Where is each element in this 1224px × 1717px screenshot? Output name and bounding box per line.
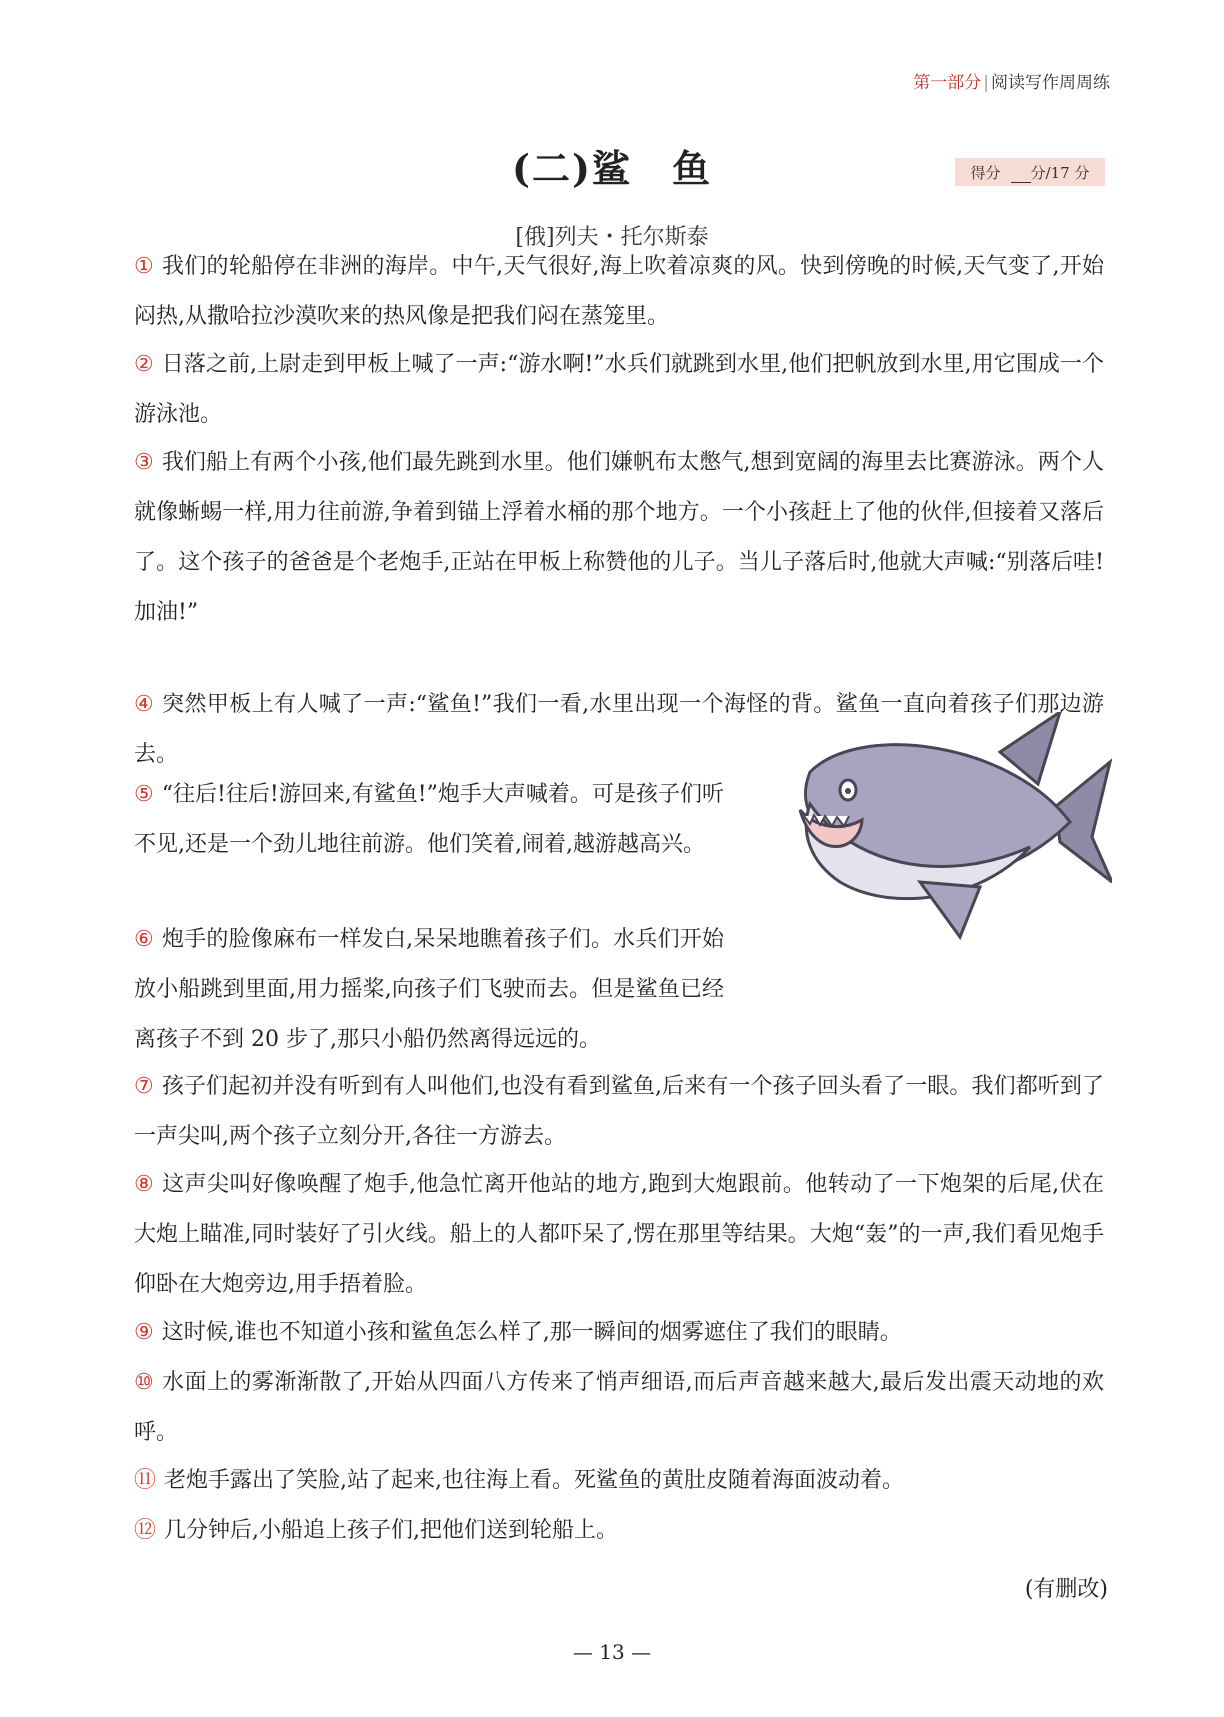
score-value (1011, 162, 1090, 183)
paragraph-10 (134, 1358, 1104, 1458)
paragraph-6 (134, 915, 724, 1065)
paragraph-5 (134, 770, 724, 870)
revision-note: (有删改) (1024, 1577, 1108, 1602)
article-title: (二)鲨 鱼 (512, 146, 712, 191)
paragraph-7 (134, 1062, 1104, 1162)
paragraph-12 (134, 1506, 1104, 1556)
paragraph-number: ⑩ (134, 1370, 155, 1395)
author-line: [俄]列夫・托尔斯泰 (515, 225, 709, 250)
paragraph-text: 老炮手露出了笑脸,站了起来,也往海上看。死鲨鱼的黄肚皮随着海面波动着。 (164, 1468, 905, 1493)
shark-illustration (770, 712, 1112, 948)
header-section: 阅读写作周周练 (991, 73, 1110, 93)
paragraph-1 (134, 242, 1104, 342)
paragraph-number: ⑧ (134, 1172, 155, 1197)
paragraph-text: 突然甲板上有人喊了一声:“鲨鱼!”我们一看,水里出现一个海怪的背。鲨鱼一直向着孩子们那边游去。 (134, 692, 1104, 767)
score-blank[interactable] (1011, 168, 1031, 183)
paragraph-2 (134, 340, 1104, 440)
paragraph-number: ② (134, 352, 154, 377)
paragraph-number: ⑥ (134, 927, 154, 952)
header-part: 第一部分 (913, 73, 982, 93)
paragraph-number: ④ (134, 692, 155, 717)
paragraph-text: 我们的轮船停在非洲的海岸。中午,天气很好,海上吹着凉爽的风。快到傍晚的时候,天气变了,开始闷热,从撒哈拉沙漠吹来的热风像是把我们闷在蒸笼里。 (134, 254, 1104, 329)
paragraph-text: 这时候,谁也不知道小孩和鲨鱼怎么样了,那一瞬间的烟雾遮住了我们的眼睛。 (161, 1320, 902, 1345)
paragraph-number: ③ (134, 450, 154, 475)
paragraph-number: ⑦ (134, 1074, 154, 1099)
paragraph-8 (134, 1160, 1104, 1310)
paragraph-number: ⑫ (134, 1518, 157, 1543)
paragraph-number: ⑨ (134, 1320, 154, 1345)
paragraph-11 (134, 1456, 1104, 1506)
score-label: 得分 (970, 163, 1001, 182)
paragraph-9 (134, 1308, 1104, 1358)
paragraph-3 (134, 438, 1104, 638)
paragraph-text: 孩子们起初并没有听到有人叫他们,也没有看到鲨鱼,后来有一个孩子回头看了一眼。我们都听到了一声尖叫,两个孩子立刻分开,各往一方游去。 (134, 1074, 1104, 1149)
running-header (913, 68, 1110, 93)
paragraph-text: 炮手的脸像麻布一样发白,呆呆地瞧着孩子们。水兵们开始放小船跳到里面,用力摇桨,向孩子们飞驶而去。但是鲨鱼已经离孩子不到 20 步了,那只小船仍然离得远远的。 (134, 927, 724, 1052)
page-number: — 13 — (572, 1640, 652, 1664)
score-box (955, 158, 1105, 186)
paragraph-text: 几分钟后,小船追上孩子们,把他们送到轮船上。 (164, 1518, 619, 1543)
paragraph-text: 这声尖叫好像唤醒了炮手,他急忙离开他站的地方,跑到大炮跟前。他转动了一下炮架的后尾,伏在大炮上瞄准,同时装好了引火线。船上的人都吓呆了,愣在那里等结果。大炮“轰”的一声,我们看见炮手仰卧在大炮旁边,用手捂着脸。 (134, 1172, 1104, 1297)
paragraph-number: ⑪ (134, 1468, 157, 1493)
paragraph-text: 日落之前,上尉走到甲板上喊了一声:“游水啊!”水兵们就跳到水里,他们把帆放到水里,用它围成一个游泳池。 (134, 352, 1104, 427)
paragraph-number: ⑤ (134, 782, 154, 807)
score-suffix: 分/17 分 (1030, 163, 1090, 182)
paragraph-number: ① (134, 254, 154, 279)
paragraph-text: 我们船上有两个小孩,他们最先跳到水里。他们嫌帆布太憋气,想到宽阔的海里去比赛游泳。两个人就像蜥蜴一样,用力往前游,争着到锚上浮着水桶的那个地方。一个小孩赶上了他的伙伴,但接着又落后了。这个孩子的爸爸是个老炮手,正站在甲板上称赞他的儿子。当儿子落后时,他就大声喊:“别落后哇!加油!” (134, 450, 1104, 625)
paragraph-text: 水面上的雾渐渐散了,开始从四面八方传来了悄声细语,而后声音越来越大,最后发出震天动地的欢呼。 (134, 1370, 1104, 1445)
paragraph-text: “往后!往后!游回来,有鲨鱼!”炮手大声喊着。可是孩子们听不见,还是一个劲儿地往前游。他们笑着,闹着,越游越高兴。 (134, 782, 724, 857)
header-separator: | (983, 73, 989, 93)
